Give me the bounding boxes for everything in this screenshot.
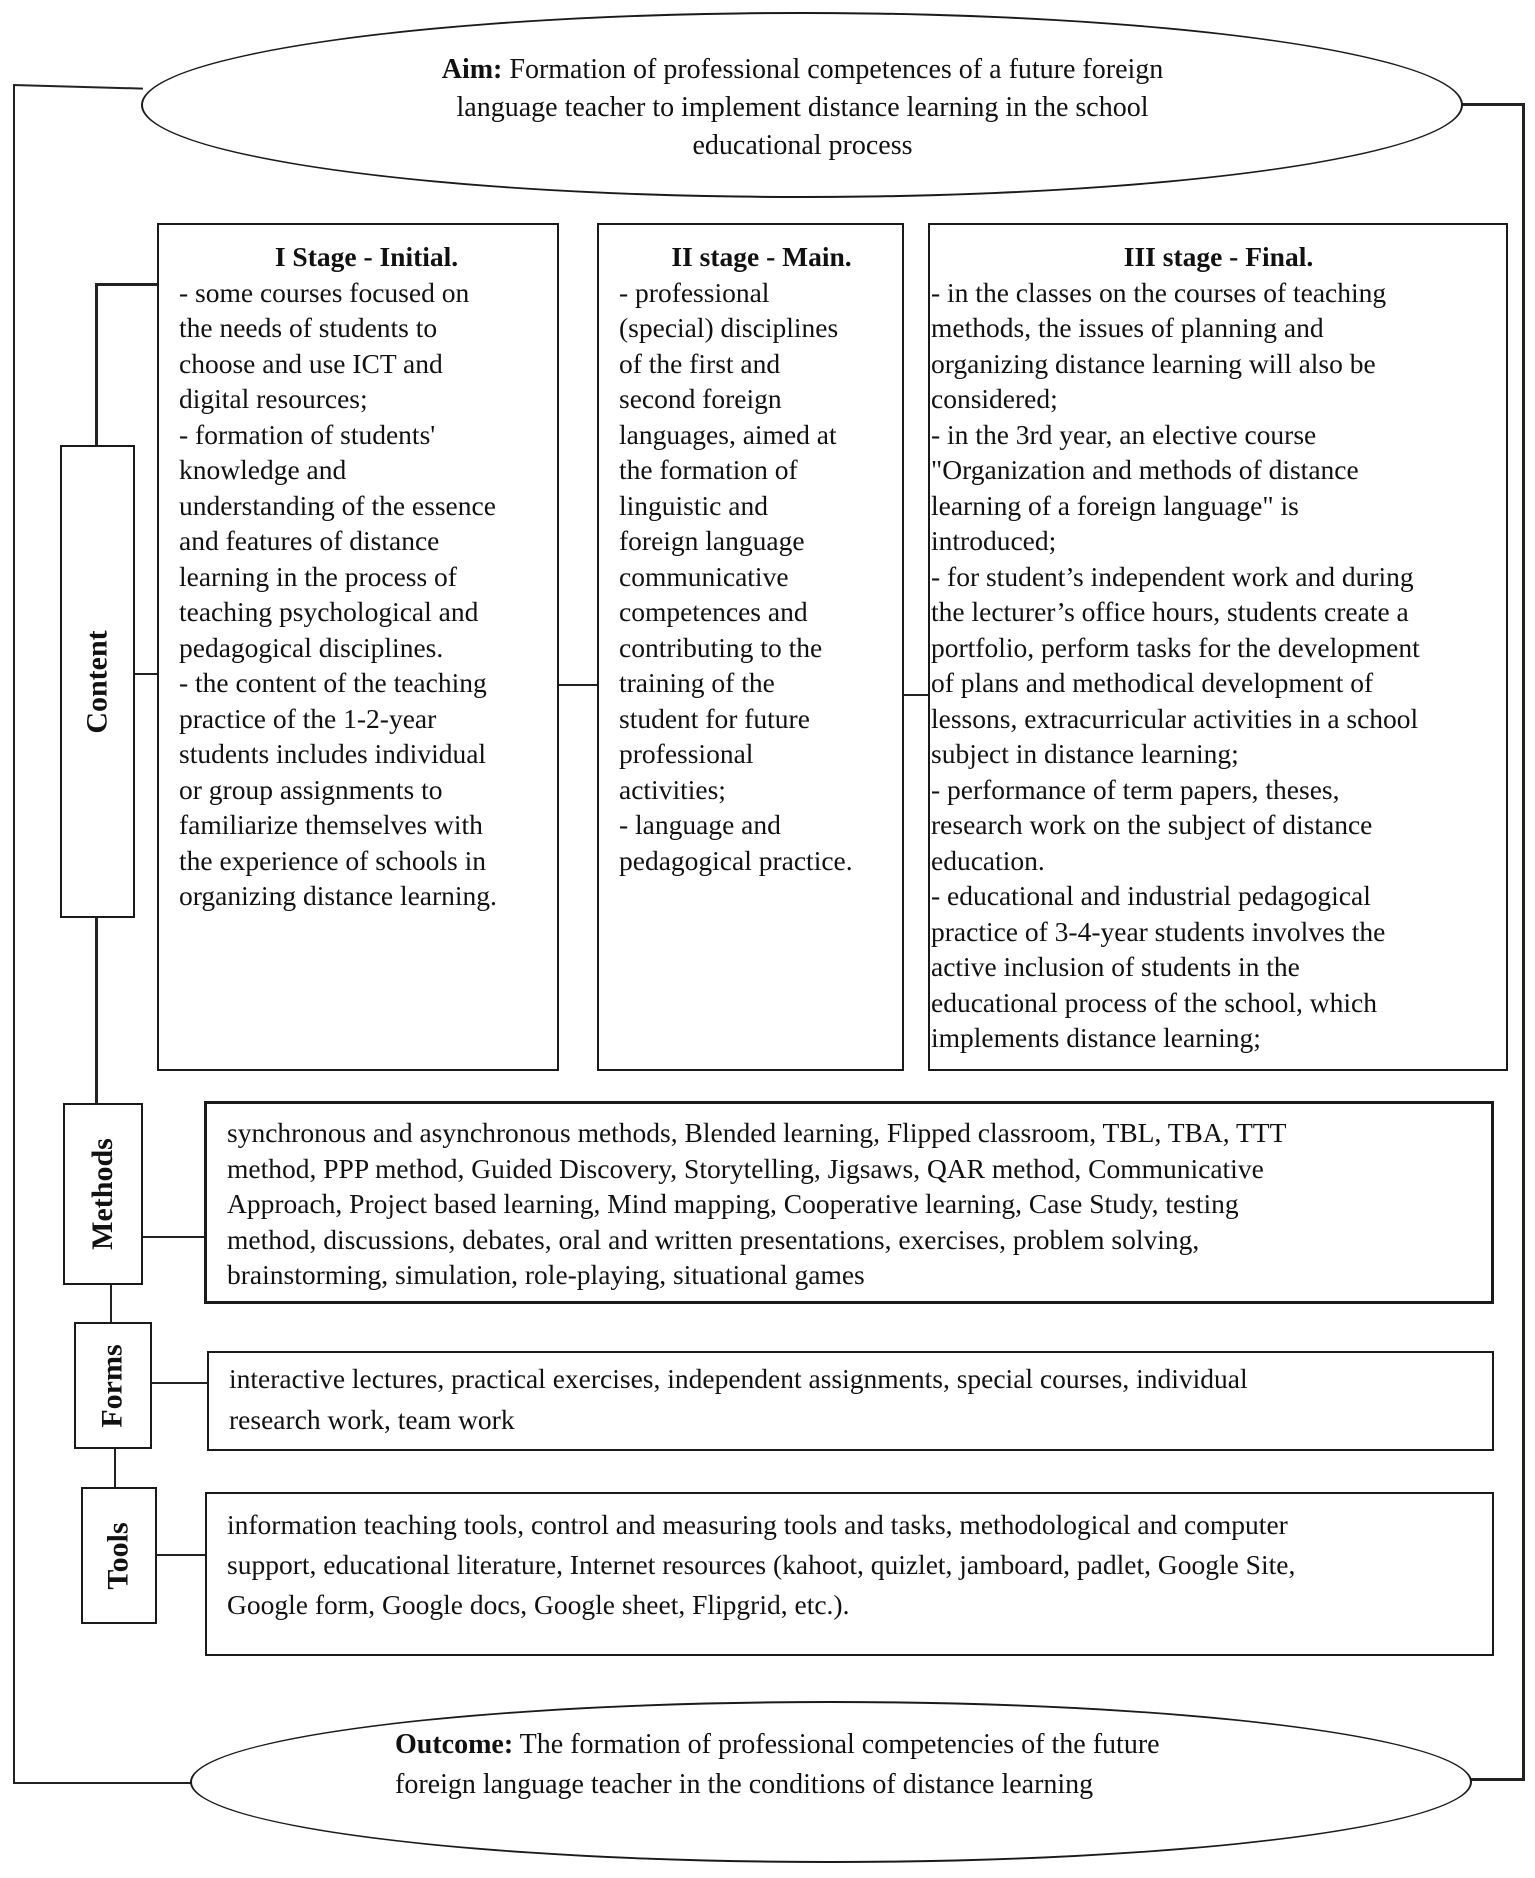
content-to-methods	[95, 918, 98, 1103]
methods-label-box	[63, 1103, 143, 1285]
stage2-to-stage3	[902, 694, 930, 696]
stage-3-line: research work on the subject of distance	[931, 809, 1373, 840]
stage-3-line: - in the 3rd year, an elective course	[931, 418, 1317, 450]
aim-text	[300, 51, 1305, 161]
outcome-text	[395, 1725, 1395, 1810]
outer-right-connector	[1522, 103, 1525, 1781]
stage-1-line: - some courses focused on	[179, 276, 470, 308]
methods-to-forms	[110, 1285, 112, 1322]
stage-1-line: familiarize themselves with	[179, 809, 483, 840]
tools-line: Google form, Google docs, Google sheet, Flipgrid, etc.).	[227, 1589, 850, 1620]
outcome-left-connector	[13, 1782, 193, 1784]
stage1-to-stage2	[558, 684, 598, 686]
stage-2-line: training of the	[619, 667, 775, 698]
forms-to-tools	[114, 1449, 116, 1487]
stage-3-line: the lecturer’s office hours, students create a	[931, 596, 1409, 627]
stage-3-line: learning of a foreign language" is	[931, 489, 1299, 521]
aim-left-connector	[13, 84, 143, 90]
tools-line: information teaching tools, control and measuring tools and tasks, methodological and computer	[227, 1509, 1288, 1540]
stage-2-line: of the first and	[619, 347, 781, 379]
methods-line: method, discussions, debates, oral and written presentations, exercises, problem solving,	[227, 1223, 1200, 1255]
tools-to-box	[157, 1554, 206, 1556]
forms-line: interactive lectures, practical exercises, independent assignments, special courses, individual	[229, 1363, 1248, 1394]
outcome-line-1: The formation of professional competencies of the future	[513, 1729, 1160, 1760]
stage-2-line: (special) disciplines	[619, 312, 839, 343]
stage-2-line: linguistic and	[619, 489, 768, 521]
stage-1-line: digital resources;	[179, 383, 368, 414]
stage-3-line: education.	[931, 844, 1045, 876]
stage-1-line: understanding of the essence	[179, 489, 496, 521]
stage-2-line: - language and	[619, 809, 781, 840]
aim-line-3: educational process	[692, 130, 913, 161]
tools-line: support, educational literature, Internet resources (kahoot, quizlet, jamboard, padlet, Google Site,	[227, 1549, 1296, 1580]
outer-left-connector	[13, 84, 15, 1784]
stage-1-line: pedagogical disciplines.	[179, 631, 444, 663]
stage-2-line: the formation of	[619, 454, 798, 485]
stage-2-title: II stage - Main.	[671, 241, 852, 272]
aim-label: Aim:	[441, 54, 503, 85]
stage-3-line: practice of 3-4-year students involves the	[931, 915, 1386, 947]
stage-1-line: - formation of students'	[179, 418, 436, 450]
methods-line: synchronous and asynchronous methods, Blended learning, Flipped classroom, TBL, TBA, TTT	[227, 1117, 1287, 1148]
content-top-stem	[95, 283, 98, 445]
aim-line-2: language teacher to implement distance learning in the school	[456, 92, 1149, 123]
methods-box	[204, 1101, 1494, 1304]
stage-3-line: introduced;	[931, 525, 1057, 556]
stage-2-line: - professional	[619, 276, 770, 308]
aim-right-connector	[1460, 103, 1524, 106]
stage-1-line: knowledge and	[179, 454, 347, 485]
methods-to-box	[143, 1236, 205, 1238]
tools-box	[205, 1492, 1494, 1656]
stage-2-line: competences and	[619, 596, 808, 627]
stage-3-line: - educational and industrial pedagogical	[931, 880, 1371, 911]
stage-1-line: choose and use ICT and	[179, 347, 443, 379]
methods-label: Methods	[86, 1138, 120, 1250]
tools-label-box	[81, 1487, 157, 1624]
stage-2-line: activities;	[619, 773, 726, 805]
stage-2-line: student for future	[619, 702, 810, 734]
stage-3-line: educational process of the school, which	[931, 986, 1377, 1018]
stage-2-line: languages, aimed at	[619, 418, 837, 450]
stage-3-line: organizing distance learning will also be	[931, 347, 1376, 379]
forms-box	[207, 1351, 1494, 1451]
stage-1-line: students includes individual	[179, 738, 487, 769]
stage-1-line: teaching psychological and	[179, 596, 479, 627]
stage-3-line: subject in distance learning;	[931, 738, 1239, 769]
forms-to-box	[152, 1382, 207, 1384]
stage-3-line: of plans and methodical development of	[931, 667, 1374, 698]
stage-3-title: III stage - Final.	[1123, 241, 1314, 272]
outcome-label: Outcome:	[395, 1729, 514, 1760]
forms-line: research work, team work	[229, 1404, 515, 1435]
content-top-branch	[95, 283, 158, 286]
stage-1-line: the experience of schools in	[179, 844, 486, 876]
content-label-box	[60, 445, 135, 918]
stage-1-title: I Stage - Initial.	[274, 241, 459, 272]
stage-3-box	[928, 223, 1508, 1071]
outcome-right-connector	[1470, 1778, 1524, 1781]
stage-2-line: professional	[619, 738, 754, 769]
stage-1-line: organizing distance learning.	[179, 880, 497, 911]
outcome-line-2: foreign language teacher in the conditions of distance learning	[395, 1769, 1094, 1800]
tools-label: Tools	[101, 1521, 135, 1590]
stage-3-line: implements distance learning;	[931, 1022, 1261, 1053]
stage-3-line: - in the classes on the courses of teaching	[931, 276, 1387, 308]
forms-label-box	[74, 1322, 152, 1449]
stage-2-box	[597, 223, 904, 1071]
stage-2-line: foreign language	[619, 525, 805, 556]
stage-1-line: the needs of students to	[179, 312, 438, 343]
methods-line: Approach, Project based learning, Mind mapping, Cooperative learning, Case Study, testing	[227, 1188, 1239, 1219]
stage-2-line: pedagogical practice.	[619, 844, 853, 876]
content-label: Content	[80, 629, 114, 734]
stage-2-line: communicative	[619, 560, 789, 592]
stage-3-line: active inclusion of students in the	[931, 951, 1300, 982]
stage-1-line: learning in the process of	[179, 560, 457, 592]
content-to-stage1	[134, 673, 159, 675]
stage-3-line: considered;	[931, 383, 1058, 414]
stage-2-line: contributing to the	[619, 631, 823, 663]
stage-3-line: methods, the issues of planning and	[931, 312, 1324, 343]
stage-3-line: "Organization and methods of distance	[931, 454, 1359, 485]
methods-line: brainstorming, simulation, role-playing, situational games	[227, 1259, 865, 1290]
stage-1-line: and features of distance	[179, 525, 440, 556]
stage-3-line: portfolio, perform tasks for the development	[931, 631, 1420, 663]
stage-1-line: - the content of the teaching	[179, 667, 487, 698]
stage-3-line: lessons, extracurricular activities in a school	[931, 702, 1419, 734]
methods-line: method, PPP method, Guided Discovery, Storytelling, Jigsaws, QAR method, Communicative	[227, 1152, 1264, 1184]
aim-line-1: Formation of professional competences of a future foreign	[502, 54, 1164, 85]
forms-label: Forms	[96, 1343, 129, 1428]
stage-1-line: practice of the 1-2-year	[179, 702, 437, 734]
stage-1-box	[157, 223, 559, 1071]
stage-1-line: or group assignments to	[179, 773, 443, 805]
stage-3-line: - performance of term papers, theses,	[931, 773, 1340, 805]
stage-2-line: second foreign	[619, 383, 782, 414]
stage-3-line: - for student’s independent work and during	[931, 560, 1414, 592]
